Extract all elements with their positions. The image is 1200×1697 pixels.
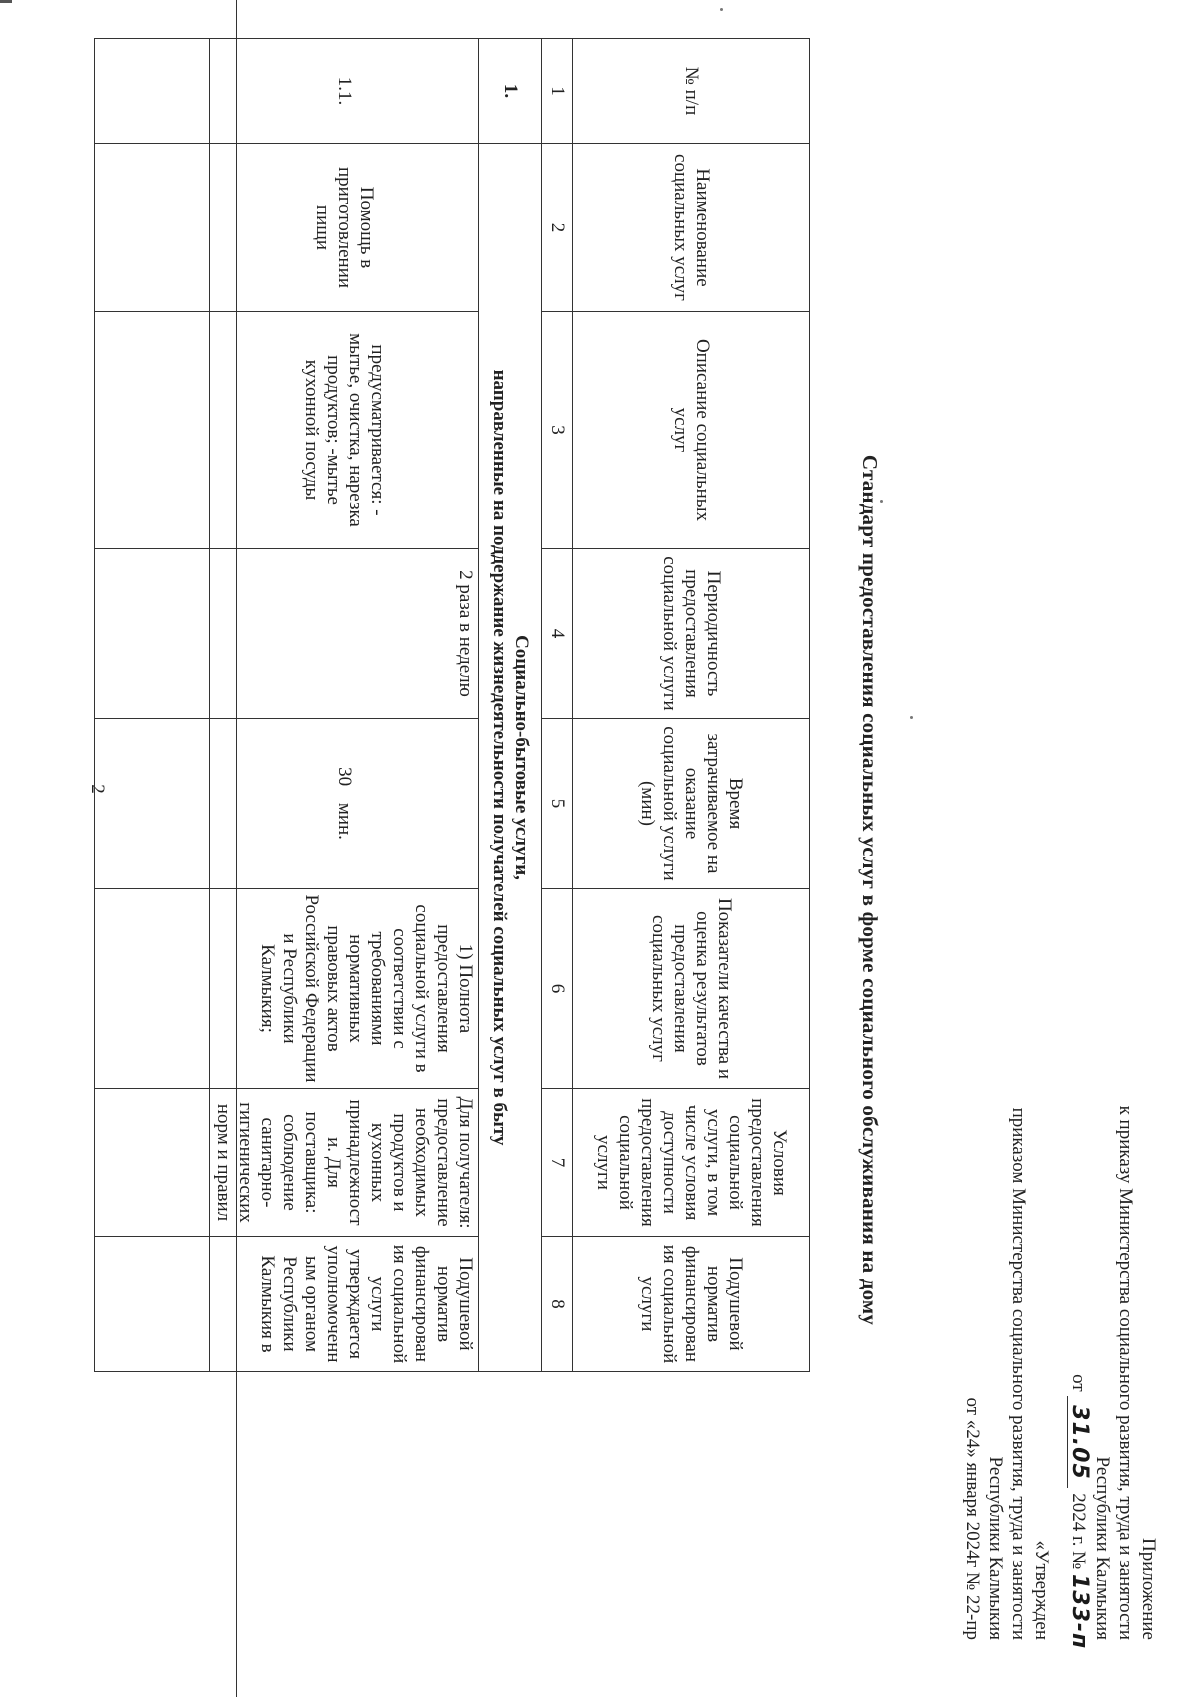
services-standard-table <box>94 38 810 1372</box>
approved-label: «Утвержден <box>1031 1540 1052 1640</box>
empty-cell <box>95 312 210 549</box>
empty-cell <box>95 1237 210 1372</box>
header-cell-description: Описание социальных услуг <box>573 312 810 549</box>
column-number-row <box>542 39 573 1372</box>
column-number: 1 <box>542 39 573 144</box>
column-number: 4 <box>542 549 573 719</box>
service-time: 30 мин. <box>210 719 479 889</box>
service-quality: 1) Полнота предоставления социальной услуги в соответствии с требованиями нормативных правовых актов Российской Федерации и Республики Калмыкия; <box>210 889 479 1089</box>
empty-cell <box>95 1089 210 1237</box>
empty-cell <box>95 889 210 1089</box>
header-cell-time: Время затрачиваемое на оказание социальной услуги (мин) <box>573 719 810 889</box>
order-reference: к приказу Министерства социального развития, труда и занятости <box>1115 1105 1136 1640</box>
column-number: 8 <box>542 1237 573 1372</box>
row-number: 1.1. <box>210 39 479 144</box>
page-number: 2 <box>86 784 108 794</box>
table-row <box>95 39 210 1372</box>
header-cell-norm: Подушевой норматив финансирован ия социальной услуги <box>573 1237 810 1372</box>
service-norm: Подушевой норматив финансирован ия социальной услуги утверждается уполномоченн ым органом Республики Калмыкия в <box>210 1237 479 1372</box>
section-title-line-1: Социально-бытовые услуги, <box>511 635 532 880</box>
column-number: 6 <box>542 889 573 1089</box>
document-title: Стандарт предоставления социальных услуг в форме социального обслуживания на дому <box>858 454 882 1326</box>
approval-date: от «24» января 2024г № 22-пр <box>962 1397 983 1640</box>
section-title-line-2: направленные на поддержание жизнедеятельности получателей социальных услуг в быту <box>489 369 510 1146</box>
order-date-line <box>1067 1000 1092 1650</box>
section-title <box>479 144 542 1372</box>
appendix-label: Приложение <box>1138 1538 1159 1640</box>
approval-header <box>961 1000 1160 1650</box>
year-number-label: 2024 г. № <box>1068 1493 1089 1570</box>
section-row <box>479 39 542 1372</box>
service-description: предусматривается: - мытье, очистка, нарезка продуктов; -мытье кухонной посуды <box>210 312 479 549</box>
header-cell-name: Наименование социальных услуг <box>573 144 810 312</box>
column-number: 5 <box>542 719 573 889</box>
empty-cell <box>95 144 210 312</box>
column-number: 2 <box>542 144 573 312</box>
header-cell-frequency: Периодичность предоставления социальной услуги <box>573 549 810 719</box>
republic-name-2: Республики Калмыкия <box>985 1456 1006 1640</box>
column-number: 3 <box>542 312 573 549</box>
republic-name: Республики Калмыкия <box>1092 1456 1113 1640</box>
empty-cell <box>95 39 210 144</box>
table-row <box>210 39 479 1372</box>
handwritten-date: 31.05 <box>1067 1396 1091 1488</box>
service-frequency: 2 раза в неделю <box>210 549 479 719</box>
date-prefix: от <box>1068 1374 1089 1392</box>
header-cell-number: № п/п <box>573 39 810 144</box>
header-cell-conditions: Условия предоставления социальной услуги, в том числе условия доступности предоставления социальной услуги <box>573 1089 810 1237</box>
empty-cell <box>95 549 210 719</box>
service-name: Помощь в приготовлении пищи <box>210 144 479 312</box>
header-cell-quality: Показатели качества и оценка результатов предоставления социальных услуг <box>573 889 810 1089</box>
approving-order: приказом Министерства социального развития, труда и занятости <box>1008 1107 1029 1640</box>
handwritten-number: 133-п <box>1067 1574 1092 1650</box>
empty-cell <box>95 719 210 889</box>
service-conditions: Для получателя: предоставление необходимых продуктов и кухонных принадлежност и. Для поставщика: соблюдение санитарно-гигиенических норм и правил <box>210 1089 479 1237</box>
column-number: 7 <box>542 1089 573 1237</box>
table-header-row <box>573 39 810 1372</box>
section-number: 1. <box>479 39 542 144</box>
